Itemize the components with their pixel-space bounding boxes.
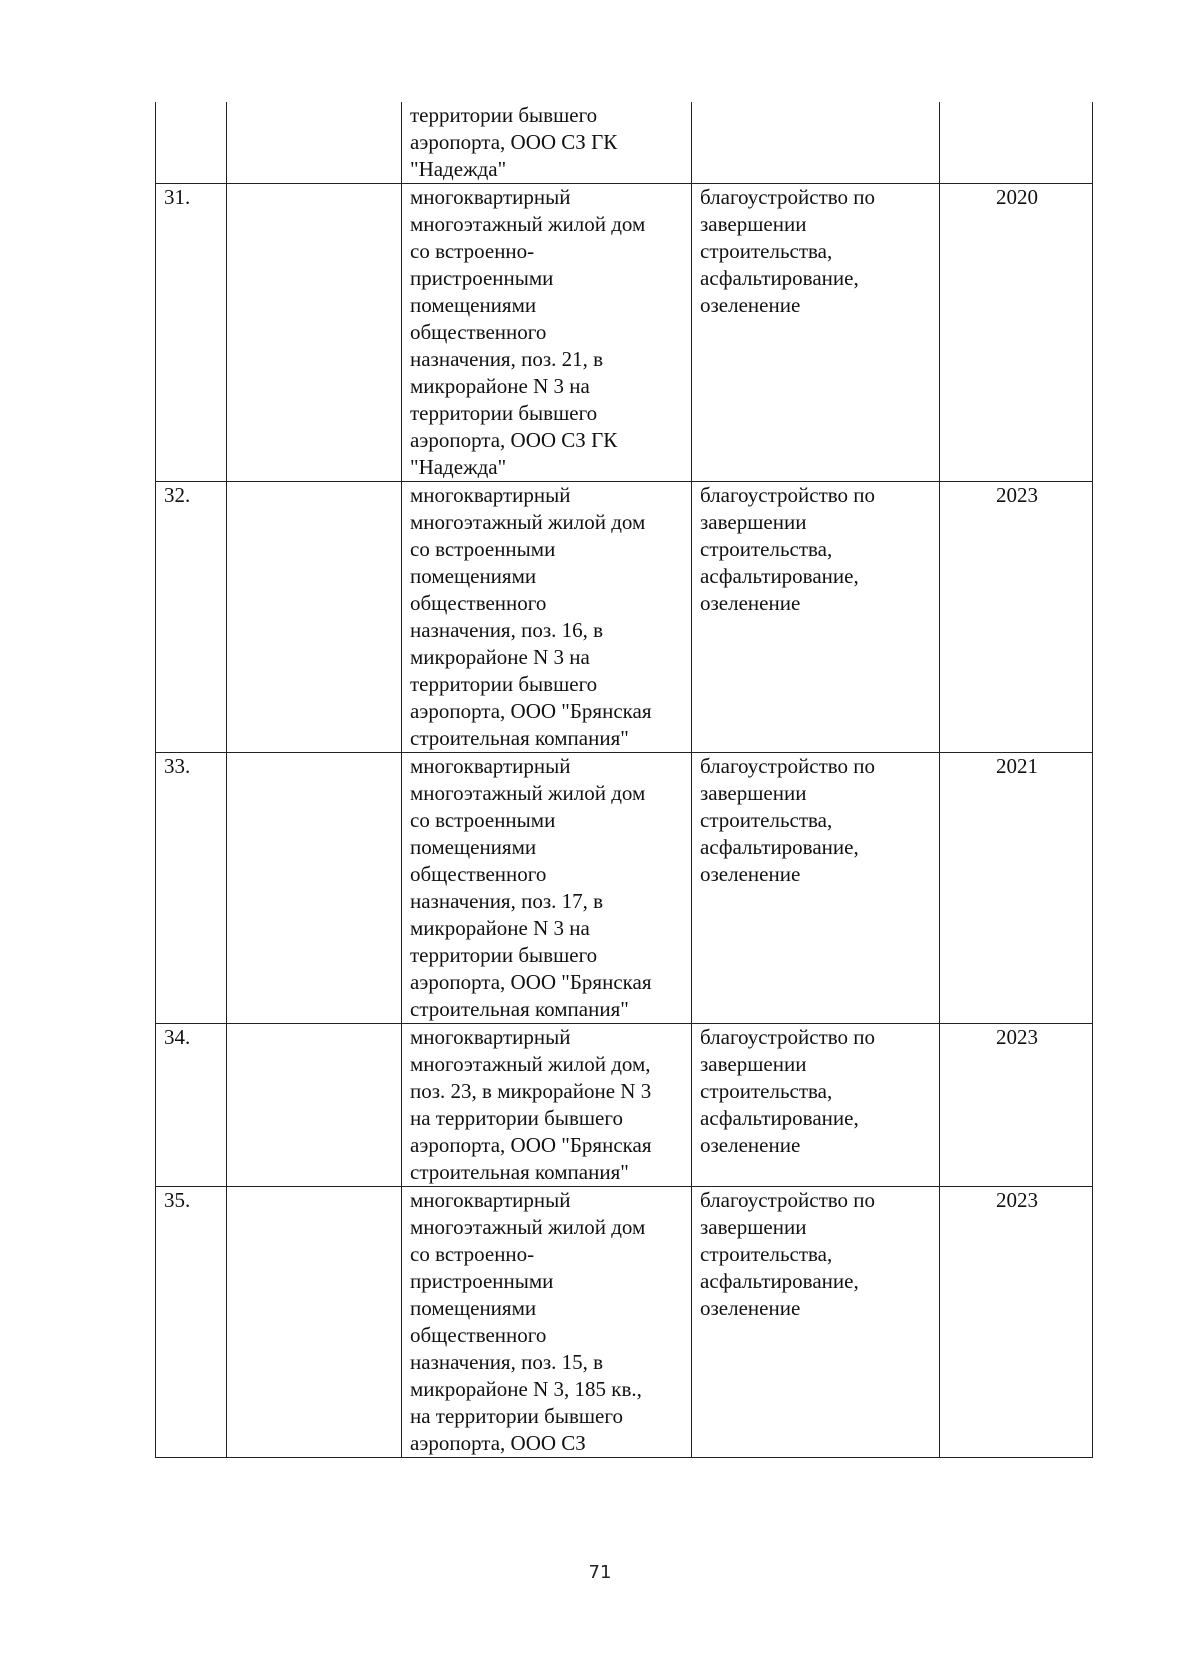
year: [940, 102, 1093, 184]
year: 2020: [940, 184, 1093, 482]
row-number: 34.: [156, 1024, 227, 1187]
row-number: 31.: [156, 184, 227, 482]
year: 2023: [940, 482, 1093, 753]
year: 2023: [940, 1187, 1093, 1458]
empty-cell: [227, 1024, 402, 1187]
work-type: благоустройство по завершении строительства, асфальтирование, озеленение: [692, 753, 940, 1024]
object-description: многоквартирный многоэтажный жилой дом со встроенно- пристроенными помещениями общественного назначения, поз. 21, в микрорайоне N 3 на территории бывшего аэропорта, ООО СЗ ГК "Надежда": [402, 184, 692, 482]
page-number: 71: [588, 1562, 612, 1583]
year: 2023: [940, 1024, 1093, 1187]
work-type: благоустройство по завершении строительства, асфальтирование, озеленение: [692, 184, 940, 482]
row-number: 33.: [156, 753, 227, 1024]
work-type: [692, 102, 940, 184]
table-row: [156, 102, 1093, 184]
object-description: многоквартирный многоэтажный жилой дом со встроенными помещениями общественного назначения, поз. 16, в микрорайоне N 3 на территории бывшего аэропорта, ООО "Брянская строительная компания": [402, 482, 692, 753]
empty-cell: [227, 753, 402, 1024]
objects-table: [155, 102, 1093, 1458]
year: 2021: [940, 753, 1093, 1024]
object-description: многоквартирный многоэтажный жилой дом со встроенными помещениями общественного назначения, поз. 17, в микрорайоне N 3 на территории бывшего аэропорта, ООО "Брянская строительная компания": [402, 753, 692, 1024]
work-type: благоустройство по завершении строительства, асфальтирование, озеленение: [692, 1024, 940, 1187]
work-type: благоустройство по завершении строительства, асфальтирование, озеленение: [692, 482, 940, 753]
row-number: 32.: [156, 482, 227, 753]
work-type: благоустройство по завершении строительства, асфальтирование, озеленение: [692, 1187, 940, 1458]
table-row: [156, 482, 1093, 753]
empty-cell: [227, 1187, 402, 1458]
row-number: [156, 102, 227, 184]
object-description: многоквартирный многоэтажный жилой дом со встроенно- пристроенными помещениями общественного назначения, поз. 15, в микрорайоне N 3, 185 кв., на территории бывшего аэропорта, ООО СЗ: [402, 1187, 692, 1458]
empty-cell: [227, 482, 402, 753]
object-description: многоквартирный многоэтажный жилой дом, поз. 23, в микрорайоне N 3 на территории бывшего аэропорта, ООО "Брянская строительная компания": [402, 1024, 692, 1187]
empty-cell: [227, 102, 402, 184]
table-row: [156, 1024, 1093, 1187]
row-number: 35.: [156, 1187, 227, 1458]
table-row: [156, 753, 1093, 1024]
table-row: [156, 1187, 1093, 1458]
empty-cell: [227, 184, 402, 482]
table-row: [156, 184, 1093, 482]
object-description: территории бывшего аэропорта, ООО СЗ ГК "Надежда": [402, 102, 692, 184]
